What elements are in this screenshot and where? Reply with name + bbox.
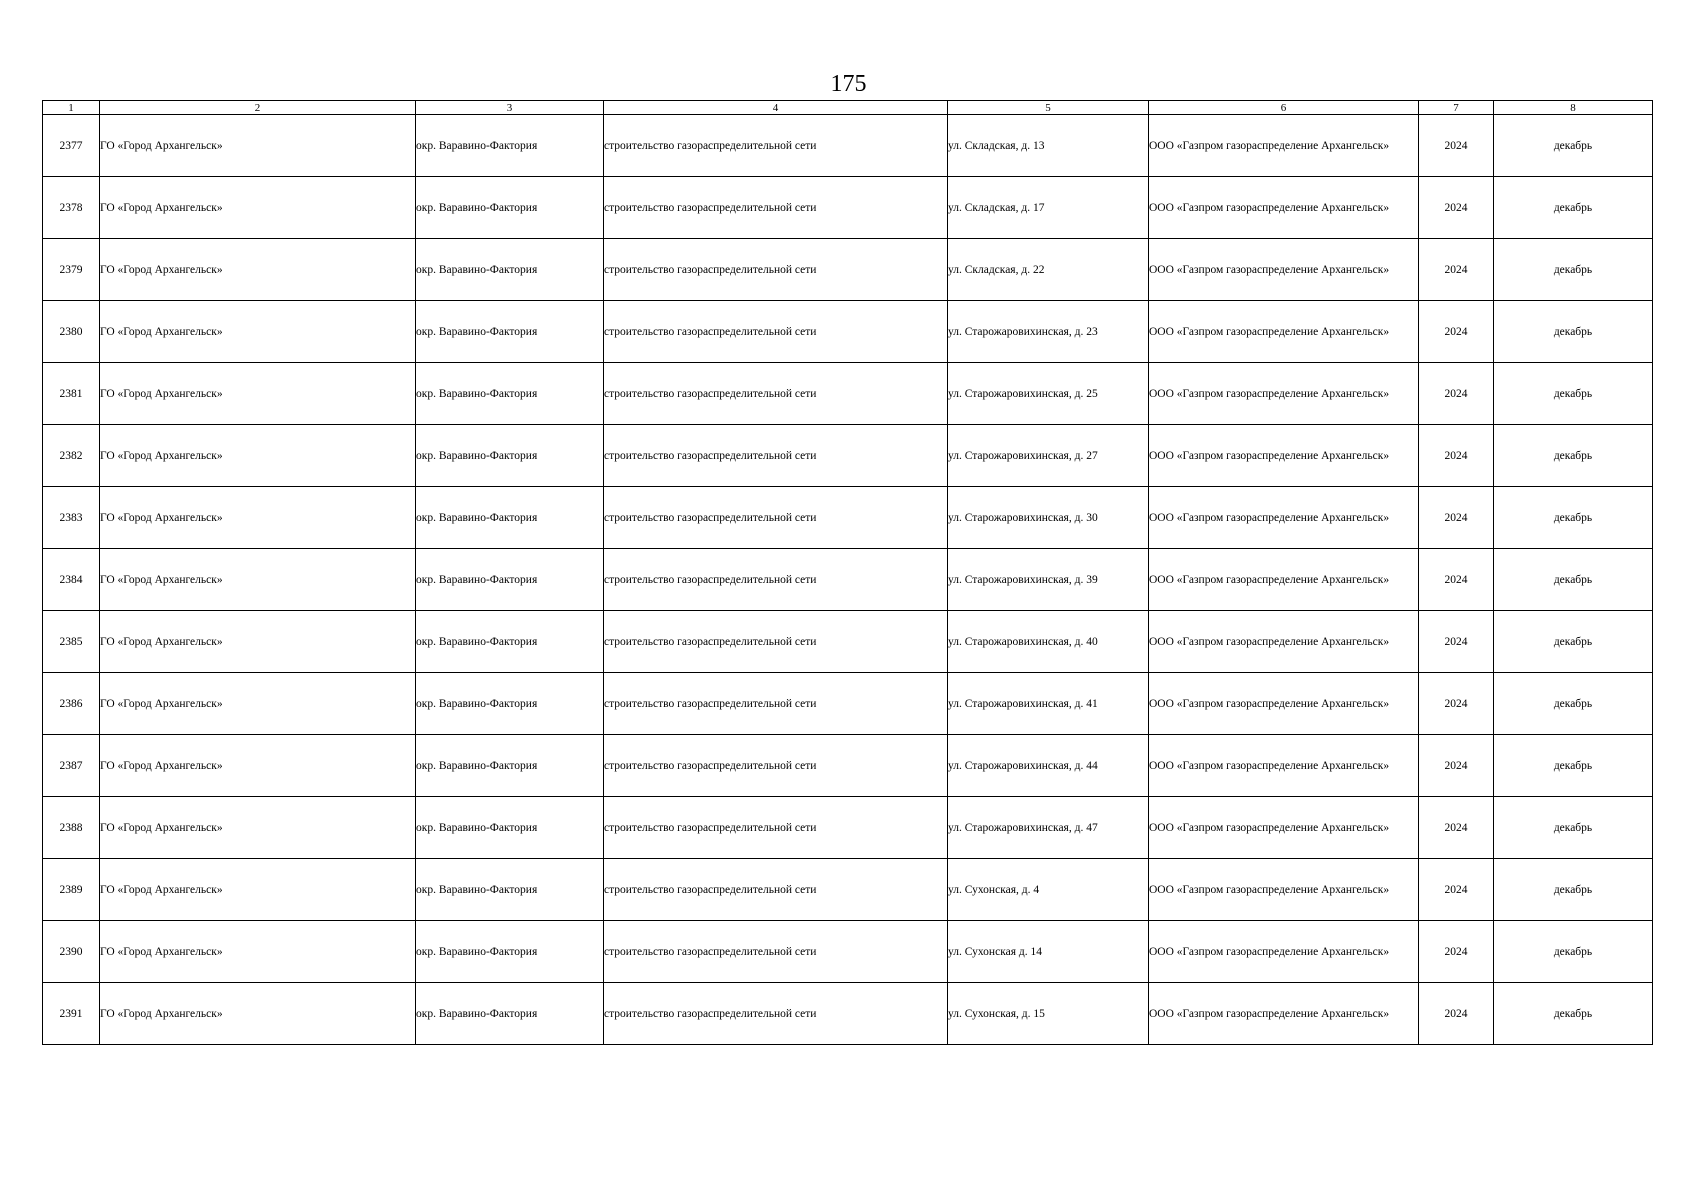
organization-cell: ООО «Газпром газораспределение Архангельск»	[1149, 611, 1419, 673]
address-cell: ул. Складская, д. 17	[948, 177, 1149, 239]
column-header: 7	[1419, 101, 1494, 115]
month-cell: декабрь	[1494, 487, 1653, 549]
column-header: 8	[1494, 101, 1653, 115]
organization-cell: ООО «Газпром газораспределение Архангельск»	[1149, 673, 1419, 735]
organization-cell: ООО «Газпром газораспределение Архангельск»	[1149, 425, 1419, 487]
address-cell: ул. Старожаровихинская, д. 39	[948, 549, 1149, 611]
municipality-cell: ГО «Город Архангельск»	[100, 425, 416, 487]
municipality-cell: ГО «Город Архангельск»	[100, 673, 416, 735]
month-cell: декабрь	[1494, 983, 1653, 1045]
municipality-cell: ГО «Город Архангельск»	[100, 921, 416, 983]
district-cell: окр. Варавино-Фактория	[416, 487, 604, 549]
year-cell: 2024	[1419, 115, 1494, 177]
year-cell: 2024	[1419, 921, 1494, 983]
row-number-cell: 2381	[43, 363, 100, 425]
year-cell: 2024	[1419, 797, 1494, 859]
column-header: 5	[948, 101, 1149, 115]
work-type-cell: строительство газораспределительной сети	[604, 115, 948, 177]
year-cell: 2024	[1419, 983, 1494, 1045]
row-number-cell: 2377	[43, 115, 100, 177]
address-cell: ул. Сухонская д. 14	[948, 921, 1149, 983]
municipality-cell: ГО «Город Архангельск»	[100, 983, 416, 1045]
year-cell: 2024	[1419, 363, 1494, 425]
address-cell: ул. Старожаровихинская, д. 47	[948, 797, 1149, 859]
organization-cell: ООО «Газпром газораспределение Архангельск»	[1149, 921, 1419, 983]
district-cell: окр. Варавино-Фактория	[416, 177, 604, 239]
address-cell: ул. Старожаровихинская, д. 44	[948, 735, 1149, 797]
table-row	[43, 673, 1653, 735]
district-cell: окр. Варавино-Фактория	[416, 797, 604, 859]
column-header: 1	[43, 101, 100, 115]
work-type-cell: строительство газораспределительной сети	[604, 549, 948, 611]
district-cell: окр. Варавино-Фактория	[416, 301, 604, 363]
page-number: 175	[830, 71, 867, 97]
municipality-cell: ГО «Город Архангельск»	[100, 549, 416, 611]
year-cell: 2024	[1419, 487, 1494, 549]
organization-cell: ООО «Газпром газораспределение Архангельск»	[1149, 797, 1419, 859]
table-row	[43, 611, 1653, 673]
table-row	[43, 859, 1653, 921]
work-type-cell: строительство газораспределительной сети	[604, 363, 948, 425]
year-cell: 2024	[1419, 735, 1494, 797]
work-type-cell: строительство газораспределительной сети	[604, 921, 948, 983]
month-cell: декабрь	[1494, 611, 1653, 673]
work-type-cell: строительство газораспределительной сети	[604, 983, 948, 1045]
month-cell: декабрь	[1494, 425, 1653, 487]
municipality-cell: ГО «Город Архангельск»	[100, 735, 416, 797]
municipality-cell: ГО «Город Архангельск»	[100, 611, 416, 673]
column-header: 3	[416, 101, 604, 115]
row-number-cell: 2383	[43, 487, 100, 549]
organization-cell: ООО «Газпром газораспределение Архангельск»	[1149, 859, 1419, 921]
work-type-cell: строительство газораспределительной сети	[604, 177, 948, 239]
row-number-cell: 2388	[43, 797, 100, 859]
address-cell: ул. Старожаровихинская, д. 41	[948, 673, 1149, 735]
year-cell: 2024	[1419, 177, 1494, 239]
organization-cell: ООО «Газпром газораспределение Архангельск»	[1149, 549, 1419, 611]
row-number-cell: 2390	[43, 921, 100, 983]
row-number-cell: 2379	[43, 239, 100, 301]
column-header: 4	[604, 101, 948, 115]
municipality-cell: ГО «Город Архангельск»	[100, 487, 416, 549]
row-number-cell: 2391	[43, 983, 100, 1045]
year-cell: 2024	[1419, 239, 1494, 301]
district-cell: окр. Варавино-Фактория	[416, 673, 604, 735]
table-body	[43, 115, 1653, 1045]
column-header: 6	[1149, 101, 1419, 115]
month-cell: декабрь	[1494, 363, 1653, 425]
address-cell: ул. Старожаровихинская, д. 27	[948, 425, 1149, 487]
table-row	[43, 425, 1653, 487]
district-cell: окр. Варавино-Фактория	[416, 425, 604, 487]
district-cell: окр. Варавино-Фактория	[416, 735, 604, 797]
organization-cell: ООО «Газпром газораспределение Архангельск»	[1149, 363, 1419, 425]
month-cell: декабрь	[1494, 735, 1653, 797]
year-cell: 2024	[1419, 673, 1494, 735]
month-cell: декабрь	[1494, 921, 1653, 983]
table-row	[43, 983, 1653, 1045]
municipality-cell: ГО «Город Архангельск»	[100, 797, 416, 859]
work-type-cell: строительство газораспределительной сети	[604, 301, 948, 363]
table-row	[43, 735, 1653, 797]
municipality-cell: ГО «Город Архангельск»	[100, 859, 416, 921]
table-row	[43, 239, 1653, 301]
row-number-cell: 2382	[43, 425, 100, 487]
month-cell: декабрь	[1494, 301, 1653, 363]
row-number-cell: 2386	[43, 673, 100, 735]
row-number-cell: 2387	[43, 735, 100, 797]
organization-cell: ООО «Газпром газораспределение Архангельск»	[1149, 735, 1419, 797]
table-row	[43, 115, 1653, 177]
table-row	[43, 921, 1653, 983]
organization-cell: ООО «Газпром газораспределение Архангельск»	[1149, 115, 1419, 177]
address-cell: ул. Старожаровихинская, д. 40	[948, 611, 1149, 673]
address-cell: ул. Старожаровихинская, д. 25	[948, 363, 1149, 425]
year-cell: 2024	[1419, 611, 1494, 673]
work-type-cell: строительство газораспределительной сети	[604, 425, 948, 487]
municipality-cell: ГО «Город Архангельск»	[100, 301, 416, 363]
year-cell: 2024	[1419, 301, 1494, 363]
work-type-cell: строительство газораспределительной сети	[604, 239, 948, 301]
table-row	[43, 301, 1653, 363]
organization-cell: ООО «Газпром газораспределение Архангельск»	[1149, 301, 1419, 363]
address-cell: ул. Сухонская, д. 15	[948, 983, 1149, 1045]
organization-cell: ООО «Газпром газораспределение Архангельск»	[1149, 177, 1419, 239]
table-row	[43, 177, 1653, 239]
work-type-cell: строительство газораспределительной сети	[604, 859, 948, 921]
district-cell: окр. Варавино-Фактория	[416, 983, 604, 1045]
organization-cell: ООО «Газпром газораспределение Архангельск»	[1149, 239, 1419, 301]
address-cell: ул. Старожаровихинская, д. 23	[948, 301, 1149, 363]
district-cell: окр. Варавино-Фактория	[416, 859, 604, 921]
schedule-table	[42, 100, 1653, 1045]
municipality-cell: ГО «Город Архангельск»	[100, 239, 416, 301]
row-number-cell: 2389	[43, 859, 100, 921]
column-header: 2	[100, 101, 416, 115]
organization-cell: ООО «Газпром газораспределение Архангельск»	[1149, 487, 1419, 549]
month-cell: декабрь	[1494, 673, 1653, 735]
municipality-cell: ГО «Город Архангельск»	[100, 363, 416, 425]
district-cell: окр. Варавино-Фактория	[416, 921, 604, 983]
work-type-cell: строительство газораспределительной сети	[604, 735, 948, 797]
work-type-cell: строительство газораспределительной сети	[604, 611, 948, 673]
table-row	[43, 549, 1653, 611]
district-cell: окр. Варавино-Фактория	[416, 115, 604, 177]
column-number-row	[43, 101, 1653, 115]
work-type-cell: строительство газораспределительной сети	[604, 673, 948, 735]
work-type-cell: строительство газораспределительной сети	[604, 797, 948, 859]
address-cell: ул. Складская, д. 22	[948, 239, 1149, 301]
district-cell: окр. Варавино-Фактория	[416, 239, 604, 301]
month-cell: декабрь	[1494, 549, 1653, 611]
month-cell: декабрь	[1494, 797, 1653, 859]
month-cell: декабрь	[1494, 177, 1653, 239]
row-number-cell: 2380	[43, 301, 100, 363]
table-row	[43, 363, 1653, 425]
row-number-cell: 2384	[43, 549, 100, 611]
month-cell: декабрь	[1494, 859, 1653, 921]
row-number-cell: 2378	[43, 177, 100, 239]
year-cell: 2024	[1419, 859, 1494, 921]
municipality-cell: ГО «Город Архангельск»	[100, 177, 416, 239]
address-cell: ул. Сухонская, д. 4	[948, 859, 1149, 921]
year-cell: 2024	[1419, 549, 1494, 611]
address-cell: ул. Складская, д. 13	[948, 115, 1149, 177]
district-cell: окр. Варавино-Фактория	[416, 363, 604, 425]
district-cell: окр. Варавино-Фактория	[416, 611, 604, 673]
district-cell: окр. Варавино-Фактория	[416, 549, 604, 611]
year-cell: 2024	[1419, 425, 1494, 487]
address-cell: ул. Старожаровихинская, д. 30	[948, 487, 1149, 549]
table-row	[43, 487, 1653, 549]
month-cell: декабрь	[1494, 115, 1653, 177]
organization-cell: ООО «Газпром газораспределение Архангельск»	[1149, 983, 1419, 1045]
table-row	[43, 797, 1653, 859]
municipality-cell: ГО «Город Архангельск»	[100, 115, 416, 177]
month-cell: декабрь	[1494, 239, 1653, 301]
work-type-cell: строительство газораспределительной сети	[604, 487, 948, 549]
row-number-cell: 2385	[43, 611, 100, 673]
